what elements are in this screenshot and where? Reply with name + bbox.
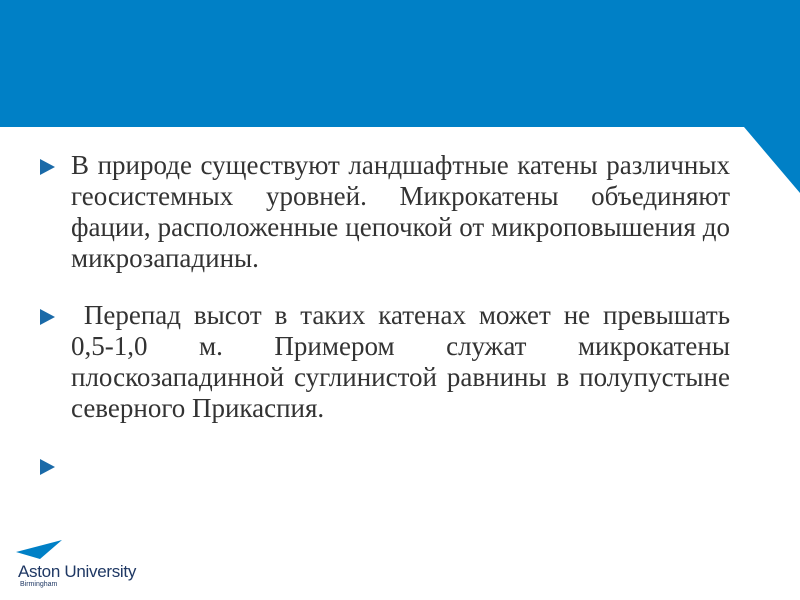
bullet-arrow-icon [40, 459, 55, 475]
aston-university-logo [16, 538, 146, 590]
slide-content [40, 150, 737, 481]
bullet-arrow-icon [40, 309, 55, 325]
bullet-text: Перепад высот в таких катенах может не превышать 0,5-1,0 м. Примером служат микрокатены плоскозападинной суглинистой равнины в полупустыне северного Прикаспия. [71, 300, 737, 423]
bullet-item-empty [40, 450, 730, 481]
logo-subtitle: Birmingham [20, 581, 58, 588]
bullet-arrow-icon [40, 159, 55, 175]
bullet-text: В природе существуют ландшафтные катены различных геосистемных уровней. Микрокатены объединяют фации, расположенные цепочкой от микроповышения до микрозападины. [71, 150, 730, 273]
bullet-item [40, 300, 737, 424]
logo-name: Aston University [18, 562, 137, 581]
bullet-item [40, 150, 730, 274]
logo-triangle-icon [16, 538, 66, 560]
